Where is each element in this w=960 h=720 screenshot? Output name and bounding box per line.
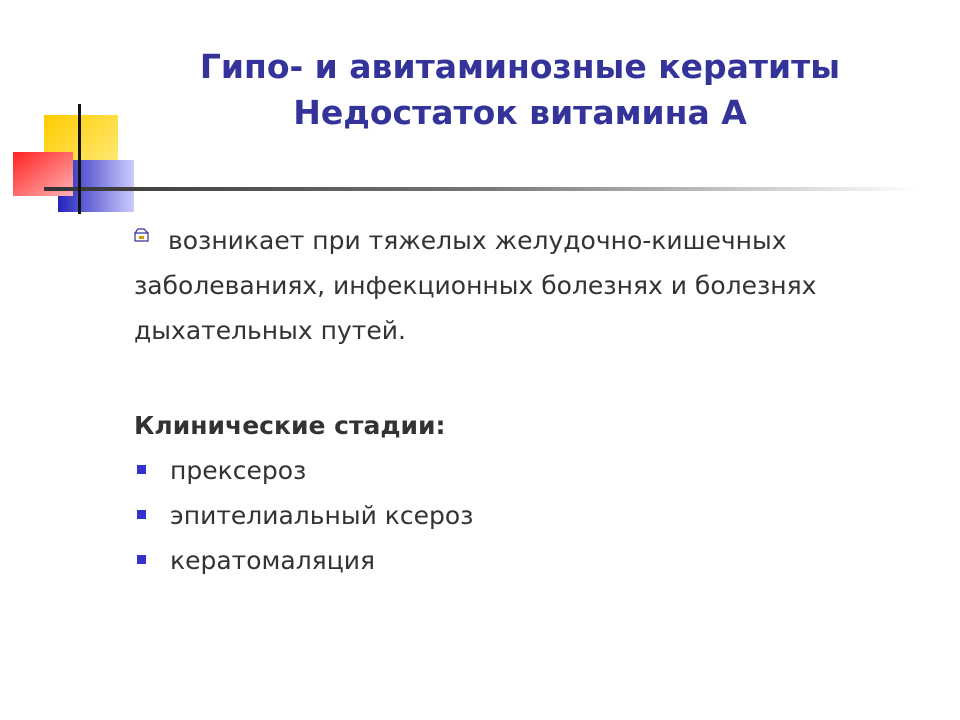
stage-label: эпителиальный ксероз: [170, 501, 474, 530]
square-bullet-icon: [137, 465, 146, 474]
title-line-1: Гипо- и авитаминозные кератиты: [199, 47, 841, 86]
title-line-2: Недостаток витамина А: [293, 93, 747, 132]
square-bullet-icon: [137, 555, 146, 564]
stage-label: кератомаляция: [170, 546, 376, 575]
stages-heading: Клинические стадии:: [134, 411, 446, 440]
square-bullet-icon: [137, 510, 146, 519]
list-item: [134, 448, 924, 493]
stages-list: [134, 448, 924, 583]
folder-bullet-icon: [134, 228, 152, 242]
slide-title: [120, 44, 920, 136]
list-item: [134, 493, 924, 538]
intro-paragraph: [134, 218, 924, 353]
list-item: [134, 538, 924, 583]
stage-label: прексероз: [170, 456, 307, 485]
deco-horizontal-rule: [44, 187, 920, 191]
slide-body: [134, 218, 924, 583]
deco-vertical-rule: [78, 104, 81, 214]
intro-paragraph-text: возникает при тяжелых желудочно-кишечных заболеваниях, инфекционных болезнях и болезнях дыхательных путей.: [134, 226, 817, 345]
